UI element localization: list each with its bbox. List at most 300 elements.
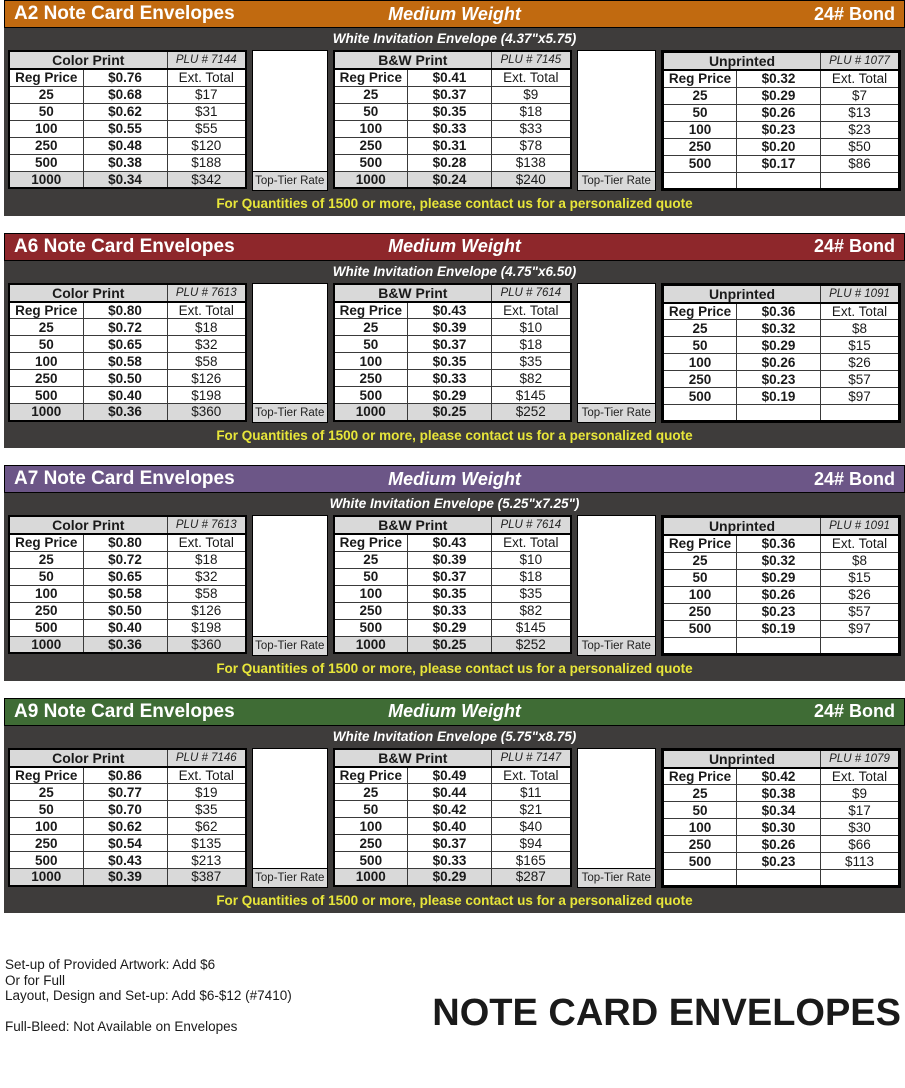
ext-total-cell: $145 [492,619,571,636]
quantity-cell: 50 [662,337,736,354]
unit-price-cell: $0.29 [736,337,820,354]
ext-total-cell [821,870,900,887]
table-row [662,172,899,189]
price-table [333,515,572,654]
table-row [662,819,899,836]
ext-total-cell: $97 [821,620,900,637]
section-subtitle: White Invitation Envelope (5.25"x7.25") [329,496,580,511]
table-header-row [334,51,571,69]
quantity-cell: 250 [9,370,83,387]
table-row [662,371,899,388]
top-tier-rate-label: Top-Tier Rate [252,403,328,423]
ext-total-cell: $86 [821,155,900,172]
unit-price-cell: $0.38 [736,785,820,802]
unit-price-cell: $0.32 [736,552,820,569]
section-bond: 24# Bond [813,701,896,721]
unit-price-cell: $0.37 [408,835,492,852]
ext-total-cell: $10 [492,551,571,568]
plu-number: PLU # 1079 [821,749,900,768]
ext-total-cell: $17 [821,802,900,819]
quantity-cell: 50 [9,568,83,585]
top-tier-rate-label: Top-Tier Rate [252,868,328,888]
table-row [9,784,246,801]
section-title: A2 Note Card Envelopes [14,3,235,24]
reg-price-value: $0.42 [736,768,820,785]
spacer-column [577,283,656,424]
quantity-cell: 100 [9,818,83,835]
quantity-cell: 25 [9,319,83,336]
unit-price-cell: $0.32 [736,320,820,337]
table-row [662,121,899,138]
top-tier-rate-label: Top-Tier Rate [252,171,328,191]
quantity-cell: 500 [9,619,83,636]
ext-total-cell: $10 [492,319,571,336]
table-row [334,585,571,602]
ext-total-cell: $120 [167,137,246,154]
table-row [334,784,571,801]
section-title: A7 Note Card Envelopes [14,468,235,489]
quantity-cell: 25 [334,551,408,568]
table-header-row [662,52,899,71]
table-row [9,319,246,336]
unit-price-cell: $0.25 [408,404,492,421]
reg-price-label: Reg Price [662,303,736,320]
ext-total-cell: $8 [821,320,900,337]
table-row [9,551,246,568]
quantity-cell: 100 [9,353,83,370]
table-row [9,818,246,835]
table-row [662,155,899,172]
price-table [333,50,572,189]
unit-price-cell [736,405,820,422]
ext-total-cell: $35 [167,801,246,818]
spacer-block [252,515,328,637]
unit-price-cell: $0.54 [83,835,167,852]
reg-price-label: Reg Price [9,302,83,319]
ext-total-label: Ext. Total [821,70,900,87]
ext-total-cell: $31 [167,103,246,120]
ext-total-cell: $82 [492,370,571,387]
footer-note-line: Set-up of Provided Artwork: Add $6 [5,957,216,972]
unit-price-cell: $0.40 [83,619,167,636]
unit-price-cell: $0.35 [408,103,492,120]
unit-price-cell: $0.62 [83,103,167,120]
ext-total-cell: $57 [821,371,900,388]
quantity-cell: 50 [662,104,736,121]
table-row [662,337,899,354]
unit-price-cell: $0.29 [736,569,820,586]
quantity-cell: 250 [9,602,83,619]
ext-total-cell: $252 [492,636,571,653]
reg-price-row [662,70,899,87]
ext-total-cell: $113 [821,853,900,870]
envelope-section [4,465,905,681]
unit-price-cell: $0.44 [408,784,492,801]
unit-price-cell: $0.37 [408,336,492,353]
quote-note: For Quantities of 1500 or more, please contact us for a personalized quote [216,893,693,908]
table-row [9,103,246,120]
table-label: Unprinted [662,52,820,71]
reg-price-label: Reg Price [9,69,83,86]
reg-price-label: Reg Price [334,302,408,319]
ext-total-label: Ext. Total [167,767,246,784]
plu-number: PLU # 7147 [492,749,571,767]
quantity-cell: 100 [9,120,83,137]
ext-total-cell: $287 [492,869,571,886]
table-row [9,120,246,137]
tables-row [4,514,905,659]
unit-price-cell: $0.39 [408,551,492,568]
table-row [9,568,246,585]
quantity-cell: 25 [9,784,83,801]
reg-price-value: $0.36 [736,303,820,320]
spacer-block [577,283,656,405]
unit-price-cell: $0.23 [736,603,820,620]
table-row [334,852,571,869]
table-row [9,404,246,421]
reg-price-row [662,768,899,785]
top-tier-rate-label: Top-Tier Rate [577,636,656,656]
ext-total-cell: $50 [821,138,900,155]
section-bond: 24# Bond [813,468,896,489]
spacer-column [252,515,328,656]
reg-price-value: $0.43 [408,302,492,319]
unit-price-cell: $0.35 [408,585,492,602]
quantity-cell: 500 [334,387,408,404]
table-row [334,370,571,387]
ext-total-label: Ext. Total [821,303,900,320]
ext-total-cell [821,637,900,654]
unit-price-cell: $0.25 [408,636,492,653]
quantity-cell: 100 [334,353,408,370]
unit-price-cell: $0.33 [408,370,492,387]
tables-row [4,49,905,194]
ext-total-cell: $32 [167,336,246,353]
ext-total-label: Ext. Total [167,302,246,319]
table-row [9,387,246,404]
table-row [9,154,246,171]
section-header-bar [4,465,905,493]
table-row [662,870,899,887]
quantity-cell: 1000 [334,869,408,886]
table-row [334,636,571,653]
table-label: Unprinted [662,517,820,536]
quantity-cell: 1000 [334,636,408,653]
ext-total-cell: $18 [492,336,571,353]
spacer-column [577,748,656,889]
quantity-cell: 1000 [9,171,83,188]
table-row [334,818,571,835]
table-row [662,620,899,637]
reg-price-row [662,535,899,552]
ext-total-cell: $9 [821,785,900,802]
table-row [334,336,571,353]
quantity-cell: 50 [662,569,736,586]
ext-total-cell [821,172,900,189]
unit-price-cell: $0.40 [408,818,492,835]
quantity-cell: 500 [334,852,408,869]
unit-price-cell: $0.20 [736,138,820,155]
unit-price-cell: $0.34 [736,802,820,819]
unit-price-cell: $0.19 [736,388,820,405]
quantity-cell: 250 [334,137,408,154]
ext-total-cell: $165 [492,852,571,869]
reg-price-row [9,302,246,319]
ext-total-cell: $17 [167,86,246,103]
price-table [8,50,247,189]
ext-total-cell: $240 [492,171,571,188]
ext-total-cell: $57 [821,603,900,620]
table-row [9,336,246,353]
price-table [8,748,247,887]
quantity-cell: 100 [334,585,408,602]
reg-price-value: $0.36 [736,535,820,552]
spacer-column [577,515,656,656]
table-header-row [9,51,246,69]
table-row [334,404,571,421]
section-header-bar [4,698,905,726]
table-label: Unprinted [662,749,820,768]
ext-total-cell: $26 [821,354,900,371]
table-row [9,852,246,869]
top-tier-rate-label: Top-Tier Rate [252,636,328,656]
ext-total-label: Ext. Total [167,534,246,551]
table-row [334,120,571,137]
unit-price-cell: $0.50 [83,602,167,619]
unit-price-cell: $0.38 [83,154,167,171]
reg-price-row [662,303,899,320]
ext-total-cell: $19 [167,784,246,801]
tables-row [4,282,905,427]
reg-price-value: $0.76 [83,69,167,86]
reg-price-value: $0.43 [408,534,492,551]
ext-total-cell: $13 [821,104,900,121]
unit-price-cell: $0.33 [408,852,492,869]
unit-price-cell: $0.29 [408,869,492,886]
table-row [662,320,899,337]
unit-price-cell: $0.23 [736,121,820,138]
quantity-cell [662,172,736,189]
unit-price-cell: $0.65 [83,568,167,585]
quantity-cell: 500 [9,154,83,171]
table-label: Color Print [9,284,167,302]
table-row [334,387,571,404]
quantity-cell: 500 [334,154,408,171]
reg-price-label: Reg Price [9,767,83,784]
reg-price-value: $0.41 [408,69,492,86]
ext-total-cell: $342 [167,171,246,188]
reg-price-row [334,767,571,784]
bottom-area [0,930,905,1048]
ext-total-cell: $126 [167,370,246,387]
ext-total-cell: $138 [492,154,571,171]
table-row [334,602,571,619]
spacer-column [577,50,656,191]
quantity-cell: 25 [662,552,736,569]
table-row [9,801,246,818]
quantity-cell: 25 [9,551,83,568]
reg-price-value: $0.49 [408,767,492,784]
table-label: B&W Print [334,284,492,302]
table-header-row [662,749,899,768]
reg-price-label: Reg Price [334,534,408,551]
ext-total-cell: $18 [492,103,571,120]
ext-total-cell: $213 [167,852,246,869]
section-subtitle: White Invitation Envelope (5.75"x8.75) [332,728,577,744]
spacer-column [252,748,328,889]
unit-price-cell: $0.36 [83,636,167,653]
unit-price-cell: $0.29 [408,387,492,404]
spacer-block [577,515,656,637]
ext-total-cell: $21 [492,801,571,818]
quantity-cell: 50 [334,103,408,120]
table-row [334,103,571,120]
reg-price-value: $0.80 [83,302,167,319]
table-row [662,569,899,586]
quantity-cell: 50 [9,103,83,120]
quote-note: For Quantities of 1500 or more, please contact us for a personalized quote [216,195,693,211]
table-row [9,370,246,387]
plu-number: PLU # 1077 [821,52,900,71]
ext-total-cell: $78 [492,137,571,154]
unit-price-cell: $0.37 [408,568,492,585]
unit-price-cell: $0.33 [408,120,492,137]
price-table [661,283,901,424]
table-row [662,785,899,802]
section-subtitle: White Invitation Envelope (4.37"x5.75) [332,31,577,46]
spacer-block [252,283,328,405]
unit-price-cell: $0.24 [408,171,492,188]
table-row [662,836,899,853]
ext-total-label: Ext. Total [167,69,246,86]
spacer-block [252,748,328,870]
section-header-bar [4,0,905,28]
unit-price-cell: $0.72 [83,319,167,336]
ext-total-cell: $97 [821,388,900,405]
ext-total-cell: $18 [167,319,246,336]
quantity-cell: 100 [9,585,83,602]
table-row [334,835,571,852]
quantity-cell: 50 [9,336,83,353]
table-header-row [334,284,571,302]
reg-price-value: $0.80 [83,534,167,551]
table-label: Color Print [9,51,167,69]
quantity-cell: 25 [662,320,736,337]
unit-price-cell: $0.34 [83,171,167,188]
quote-note: For Quantities of 1500 or more, please contact us for a personalized quote [216,428,693,443]
quantity-cell: 250 [662,371,736,388]
unit-price-cell: $0.42 [408,801,492,818]
ext-total-cell: $58 [167,585,246,602]
ext-total-label: Ext. Total [492,69,571,86]
table-header-row [9,284,246,302]
quantity-cell: 100 [662,354,736,371]
quantity-cell: 100 [334,818,408,835]
ext-total-cell: $23 [821,121,900,138]
reg-price-row [334,534,571,551]
ext-total-cell: $18 [167,551,246,568]
table-row [334,154,571,171]
price-table [333,748,572,887]
quantity-cell: 25 [334,86,408,103]
table-row [334,171,571,188]
ext-total-label: Ext. Total [492,302,571,319]
table-label: Color Print [9,749,167,767]
price-table [8,283,247,422]
table-row [9,86,246,103]
unit-price-cell: $0.31 [408,137,492,154]
unit-price-cell: $0.23 [736,371,820,388]
page-title: NOTE CARD ENVELOPES [432,992,901,1034]
unit-price-cell: $0.55 [83,120,167,137]
price-table [661,748,901,889]
quantity-cell: 500 [662,853,736,870]
plu-number: PLU # 7146 [167,749,246,767]
ext-total-label: Ext. Total [492,767,571,784]
quantity-cell: 250 [662,603,736,620]
table-header-row [334,749,571,767]
reg-price-row [334,69,571,86]
quantity-cell: 250 [662,836,736,853]
table-label: Color Print [9,516,167,534]
ext-total-cell: $62 [167,818,246,835]
quantity-cell: 25 [662,87,736,104]
section-bond: 24# Bond [813,236,896,256]
quantity-cell: 100 [334,120,408,137]
plu-number: PLU # 7144 [167,51,246,69]
quantity-cell: 1000 [334,171,408,188]
quantity-cell: 1000 [9,404,83,421]
unit-price-cell: $0.26 [736,104,820,121]
plu-number: PLU # 7614 [492,284,571,302]
table-row [334,137,571,154]
ext-total-cell: $387 [167,869,246,886]
table-header-row [334,516,571,534]
unit-price-cell: $0.29 [408,619,492,636]
quantity-cell: 250 [9,137,83,154]
footer-note-line: Full-Bleed: Not Available on Envelopes [5,1018,238,1034]
plu-number: PLU # 1091 [821,284,900,303]
reg-price-row [9,534,246,551]
unit-price-cell: $0.65 [83,336,167,353]
unit-price-cell: $0.39 [83,869,167,886]
price-table [8,515,247,654]
reg-price-row [9,767,246,784]
table-row [334,801,571,818]
ext-total-cell: $8 [821,552,900,569]
ext-total-cell: $18 [492,568,571,585]
unit-price-cell [736,870,820,887]
ext-total-cell: $82 [492,602,571,619]
quantity-cell: 500 [9,852,83,869]
ext-total-cell: $9 [492,86,571,103]
section-weight: Medium Weight [388,236,521,256]
ext-total-cell: $30 [821,819,900,836]
unit-price-cell: $0.26 [736,354,820,371]
price-table [661,515,901,656]
ext-total-label: Ext. Total [821,535,900,552]
table-row [662,586,899,603]
quantity-cell: 500 [334,619,408,636]
spacer-column [252,50,328,191]
table-row [9,585,246,602]
ext-total-cell: $11 [492,784,571,801]
unit-price-cell: $0.48 [83,137,167,154]
top-tier-rate-label: Top-Tier Rate [577,868,656,888]
unit-price-cell: $0.58 [83,353,167,370]
unit-price-cell: $0.19 [736,620,820,637]
section-bond: 24# Bond [813,3,896,24]
